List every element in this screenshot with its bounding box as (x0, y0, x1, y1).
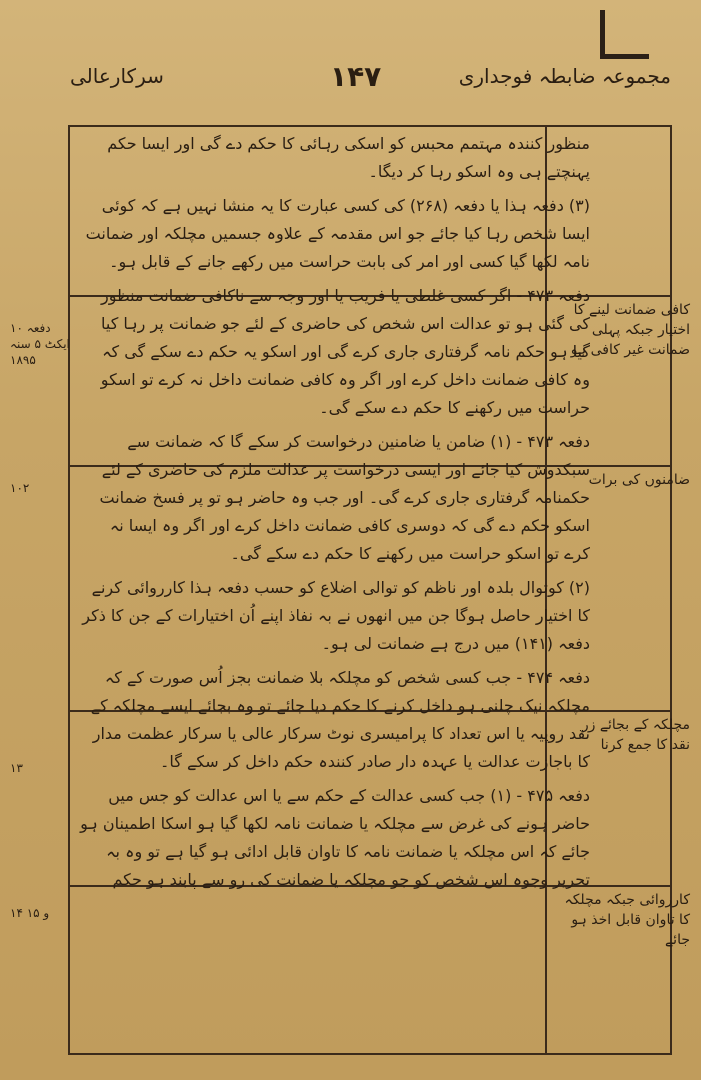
corner-mark-icon (600, 10, 649, 59)
paragraph-1: منظور کنندہ مہتمم محبس کو اسکی رہائی کا حکم دے گی اور ایسا حکم پہنچتے ہی وہ اسکو رہا کر دیگا۔ (107, 134, 590, 181)
margin-note-1: کافی ضمانت لینے کا اختیار جبکہ پہلی ضمانت غیر کافی ہو (570, 302, 690, 358)
frame-top-line (70, 125, 670, 127)
side-ref-4: ۱۴ و ۱۵ (10, 906, 50, 920)
side-ref-1: دفعہ ۱۰ ایکٹ ۵ سنہ ۱۸۹۵ (10, 321, 70, 367)
paragraph-2: (۳) دفعہ ہذا یا دفعہ (۲۶۸) کی کسی عبارت کا یہ منشا نہیں ہے کہ کوئی ایسا شخص رہا کیا جائے جو اس مقدمہ کے علاوہ جسمیں مچلکہ اور ضمانت نامہ لکھا گیا کسی اور امر کی بابت حراست میں رکھے جانے کے قابل ہو۔ (85, 196, 590, 271)
paragraph-5: (۲) کوتوال بلدہ اور ناظم کو توالی اضلاع کو حسب دفعہ ہذا کارروائی کرنے کا اختیار حاصل ہوگا جن میں انھوں نے بہ نفاذ اپنے اُن اختیارات کے جن کا ذکر دفعہ (۱۴۱) میں درج ہے ضمانت لی ہو۔ (82, 578, 590, 653)
header-left: سرکارعالی (70, 64, 164, 88)
paragraph-3: دفعہ ۴۷۳ - اگر کسی غلطی یا فریب یا اور وجہ سے ناکافی ضمانت منظور کی گئی ہو تو عدالت اس شخص کی حاضری کے لئے جو ضمانت پر رہا کیا گیا ہو حکم نامہ گرفتاری جاری کرے گی اور اسکو یہ حکم دے سکے گی کہ وہ کافی ضمانت داخل کرے اور اگر وہ کافی ضمانت داخل نہ کرے تو اسکو حراست میں رکھنے کا حکم دے سکے گی۔ (100, 286, 590, 417)
margin-note-3: مچلکہ کے بجائے زر نقد کا جمع کرنا (581, 717, 690, 753)
document-body (80, 130, 590, 900)
paragraph-4: دفعہ ۴۷۳ - (۱) ضامن یا ضامنین درخواست کر سکے گا کہ ضمانت سے سبکدوش کیا جائے اور ایسی درخواست پر عدالت ملزم کی حاضری کے لئے حکمنامہ گرفتاری جاری کرے گی۔ اور جب وہ حاضر ہو تو پر فسخ ضمانت اسکو حکم دے گی کہ دوسری کافی ضمانت داخل کرے اور اگر وہ ایسا نہ کرے تو اسکو حراست میں رکھنے کا حکم دے سکے گی۔ (99, 432, 590, 563)
page-number: ۱۴۷ (330, 60, 382, 93)
header-right: مجموعہ ضابطہ فوجداری (458, 64, 671, 88)
side-ref-3: ۱۳ (10, 761, 23, 775)
page-header (0, 60, 701, 100)
paragraph-7: دفعہ ۴۷۵ - (۱) جب کسی عدالت کے حکم سے یا اس عدالت کو جس میں حاضر ہونے کی غرض سے مچلکہ یا ضمانت نامہ لکھا گیا ہو اسکا اطمینان ہو جائے کہ اس مچلکہ یا ضمانت نامہ کا تاوان قابل ادائی ہو گیا ہے تو وہ بہ تحریر وجوہ اس شخص کو جو مچلکہ یا ضمانت کی رو سے پابند ہو حکم (80, 786, 590, 889)
frame-bottom-line (70, 1053, 670, 1055)
side-ref-2: ۱۰۲ (10, 481, 30, 495)
margin-note-2: ضامنوں کی برات (588, 472, 690, 488)
margin-note-4: کارروائی جبکہ مچلکہ کا تاوان قابل اخذ ہو جائے (564, 892, 690, 948)
paragraph-6: دفعہ ۴۷۴ - جب کسی شخص کو مچلکہ بلا ضمانت بجز اُس صورت کے کہ مچلکہ نیک چلنی ہو داخل کرنے کا حکم دیا جائے تو وہ بجائے ایسے مچلکہ کے نقد روپیہ یا اس تعداد کا پرامیسری نوٹ سرکار عالی یا سرکار عظمت مدار کا باجازت عدالت یا عہدہ دار صادر کنندہ حکم داخل کر سکے گا۔ (90, 668, 590, 771)
